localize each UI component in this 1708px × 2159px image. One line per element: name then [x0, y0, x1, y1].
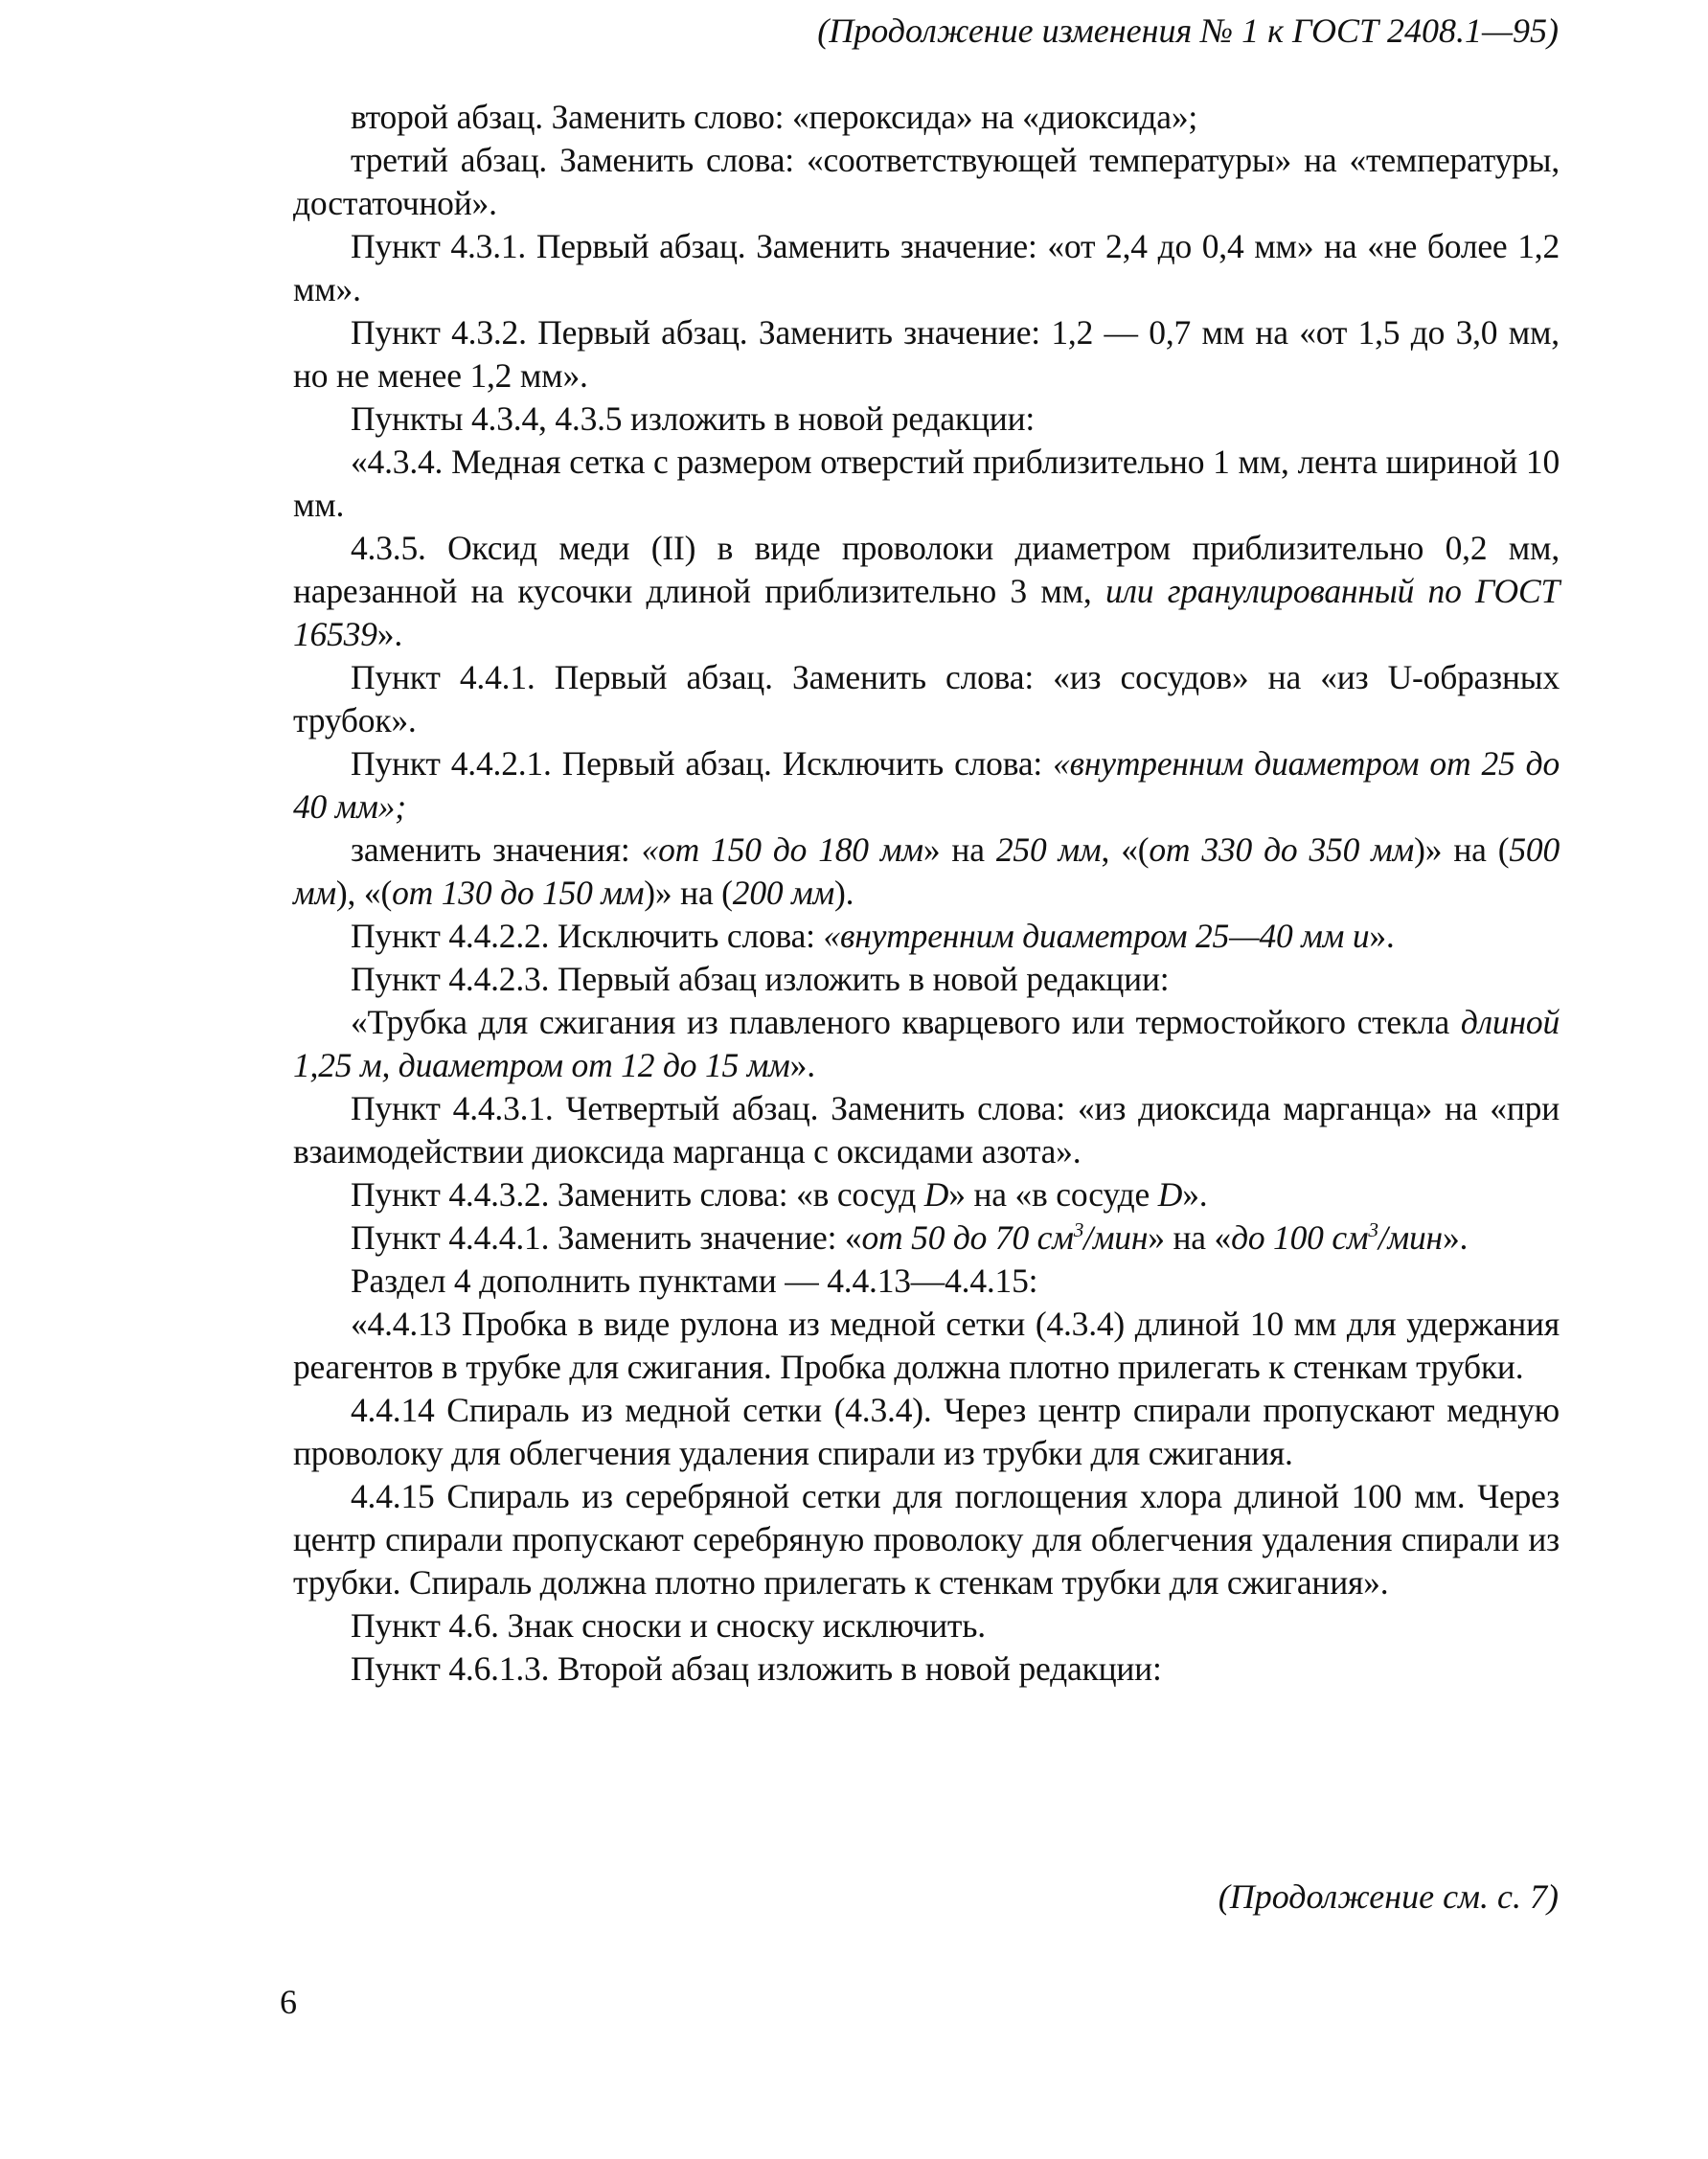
- italic-run: /мин: [1083, 1218, 1149, 1257]
- text-run: Пункт 4.4.3.2. Заменить слова: «в сосуд: [351, 1175, 924, 1214]
- document-body: [293, 96, 1560, 1691]
- paragraph: [293, 1173, 1560, 1216]
- paragraph: Пункт 4.6.1.3. Второй абзац изложить в новой редакции:: [351, 1649, 1162, 1688]
- text-run: «Трубка для сжигания из плавленого кварцевого или термостойкого стекла: [351, 1003, 1461, 1041]
- paragraph: [293, 829, 1560, 915]
- text-run: ».: [1442, 1218, 1469, 1257]
- italic-run: или гранулированный по ГОСТ 16539: [293, 572, 1560, 653]
- page-number: 6: [280, 1983, 297, 2021]
- paragraph: Пункт 4.4.3.1. Четвертый абзац. Заменить слова: «из диоксида марганца» на «при взаимодействии диоксида марганца с оксидами азота».: [293, 1089, 1560, 1170]
- paragraph: Раздел 4 дополнить пунктами — 4.4.13—4.4.15:: [351, 1261, 1038, 1300]
- italic-run: длиной 1,25 м, диаметром от 12 до 15 мм: [293, 1003, 1560, 1084]
- text-run: ».: [376, 615, 402, 653]
- italic-run: D: [923, 1175, 949, 1214]
- text-run: ).: [834, 874, 854, 912]
- text-run: , «(: [1101, 830, 1150, 869]
- paragraph: Пункт 4.6. Знак сноски и сноску исключить.: [351, 1606, 986, 1645]
- paragraph: третий абзац. Заменить слова: «соответствующей температуры» на «температуры, достаточной».: [293, 141, 1560, 222]
- paragraph: «4.3.4. Медная сетка с размером отверстий приблизительно 1 мм, лента шириной 10 мм.: [293, 443, 1560, 524]
- paragraph: «4.4.13 Пробка в виде рулона из медной сетки (4.3.4) длиной 10 мм для удержания реагентов в трубке для сжигания. Пробка должна плотно прилегать к стенкам трубки.: [293, 1305, 1560, 1386]
- paragraph: [293, 527, 1560, 656]
- paragraph: второй абзац. Заменить слово: «пероксида» на «диоксида»;: [351, 98, 1198, 136]
- text-run: » на «: [1148, 1218, 1232, 1257]
- italic-run: до 100 см: [1231, 1218, 1369, 1257]
- superscript: [1368, 1218, 1378, 1241]
- text-run: Пункт 4.4.2.2. Исключить слова:: [351, 917, 824, 955]
- text-run: » на «в сосуде: [948, 1175, 1158, 1214]
- text-run: Пункт 4.4.4.1. Заменить значение: «: [351, 1218, 862, 1257]
- italic-run: от 50 до 70 см: [861, 1218, 1074, 1257]
- italic-run: от 130 до 150 мм: [392, 874, 645, 912]
- continuation-note: (Продолжение см. с. 7): [1218, 1877, 1559, 1916]
- italic-run: 3: [1073, 1218, 1084, 1242]
- text-run: )» на (: [644, 874, 733, 912]
- italic-run: D: [1157, 1175, 1183, 1214]
- italic-run: /мин: [1378, 1218, 1443, 1257]
- text-run: заменить значения:: [351, 830, 642, 869]
- text-run: Пункт 4.4.2.1. Первый абзац. Исключить слова:: [351, 744, 1054, 783]
- text-run: 4.3.5. Оксид меди (II) в виде проволоки диаметром приблизительно 0,2 мм, нарезанной на кусочки длиной приблизительно 3 мм,: [293, 529, 1560, 610]
- italic-run: 3: [1368, 1218, 1378, 1242]
- paragraph: Пункт 4.3.2. Первый абзац. Заменить значение: 1,2 — 0,7 мм на «от 1,5 до 3,0 мм, но не менее 1,2 мм».: [293, 313, 1560, 395]
- paragraph: [293, 1001, 1560, 1087]
- text-run: ».: [1182, 1175, 1208, 1214]
- italic-run: «внутренним диаметром от 25 до 40 мм»;: [293, 744, 1560, 826]
- paragraph: [293, 915, 1560, 958]
- text-run: ».: [1369, 917, 1395, 955]
- italic-run: 500 мм: [293, 830, 1560, 912]
- italic-run: от 330 до 350 мм: [1149, 830, 1415, 869]
- paragraph: 4.4.15 Спираль из серебряной сетки для поглощения хлора длиной 100 мм. Через центр спирали пропускают серебряную проволоку для облегчения удаления спирали из трубки. Спираль должна плотно прилегать к стенкам трубки для сжигания».: [293, 1477, 1560, 1602]
- text-run: » на: [922, 830, 996, 869]
- paragraph: [293, 1216, 1560, 1260]
- text-run: ».: [789, 1046, 815, 1084]
- italic-run: 200 мм: [732, 874, 835, 912]
- running-header: (Продолжение изменения № 1 к ГОСТ 2408.1—95): [817, 11, 1559, 50]
- italic-run: 250 мм: [995, 830, 1102, 869]
- italic-run: «внутренним диаметром 25—40 мм и: [823, 917, 1370, 955]
- paragraph: Пункт 4.4.2.3. Первый абзац изложить в новой редакции:: [351, 960, 1170, 998]
- paragraph: [293, 742, 1560, 829]
- text-run: ), «(: [335, 874, 393, 912]
- paragraph: 4.4.14 Спираль из медной сетки (4.3.4). Через центр спирали пропускают медную проволоку для облегчения удаления спирали из трубки для сжигания.: [293, 1391, 1560, 1472]
- paragraph: Пункты 4.3.4, 4.3.5 изложить в новой редакции:: [351, 399, 1036, 438]
- paragraph: Пункт 4.4.1. Первый абзац. Заменить слова: «из сосудов» на «из U-образных трубок».: [293, 658, 1560, 739]
- paragraph: Пункт 4.3.1. Первый абзац. Заменить значение: «от 2,4 до 0,4 мм» на «не более 1,2 мм».: [293, 227, 1560, 308]
- italic-run: «от 150 до 180 мм: [641, 830, 923, 869]
- superscript: [1074, 1218, 1083, 1241]
- text-run: )» на (: [1414, 830, 1510, 869]
